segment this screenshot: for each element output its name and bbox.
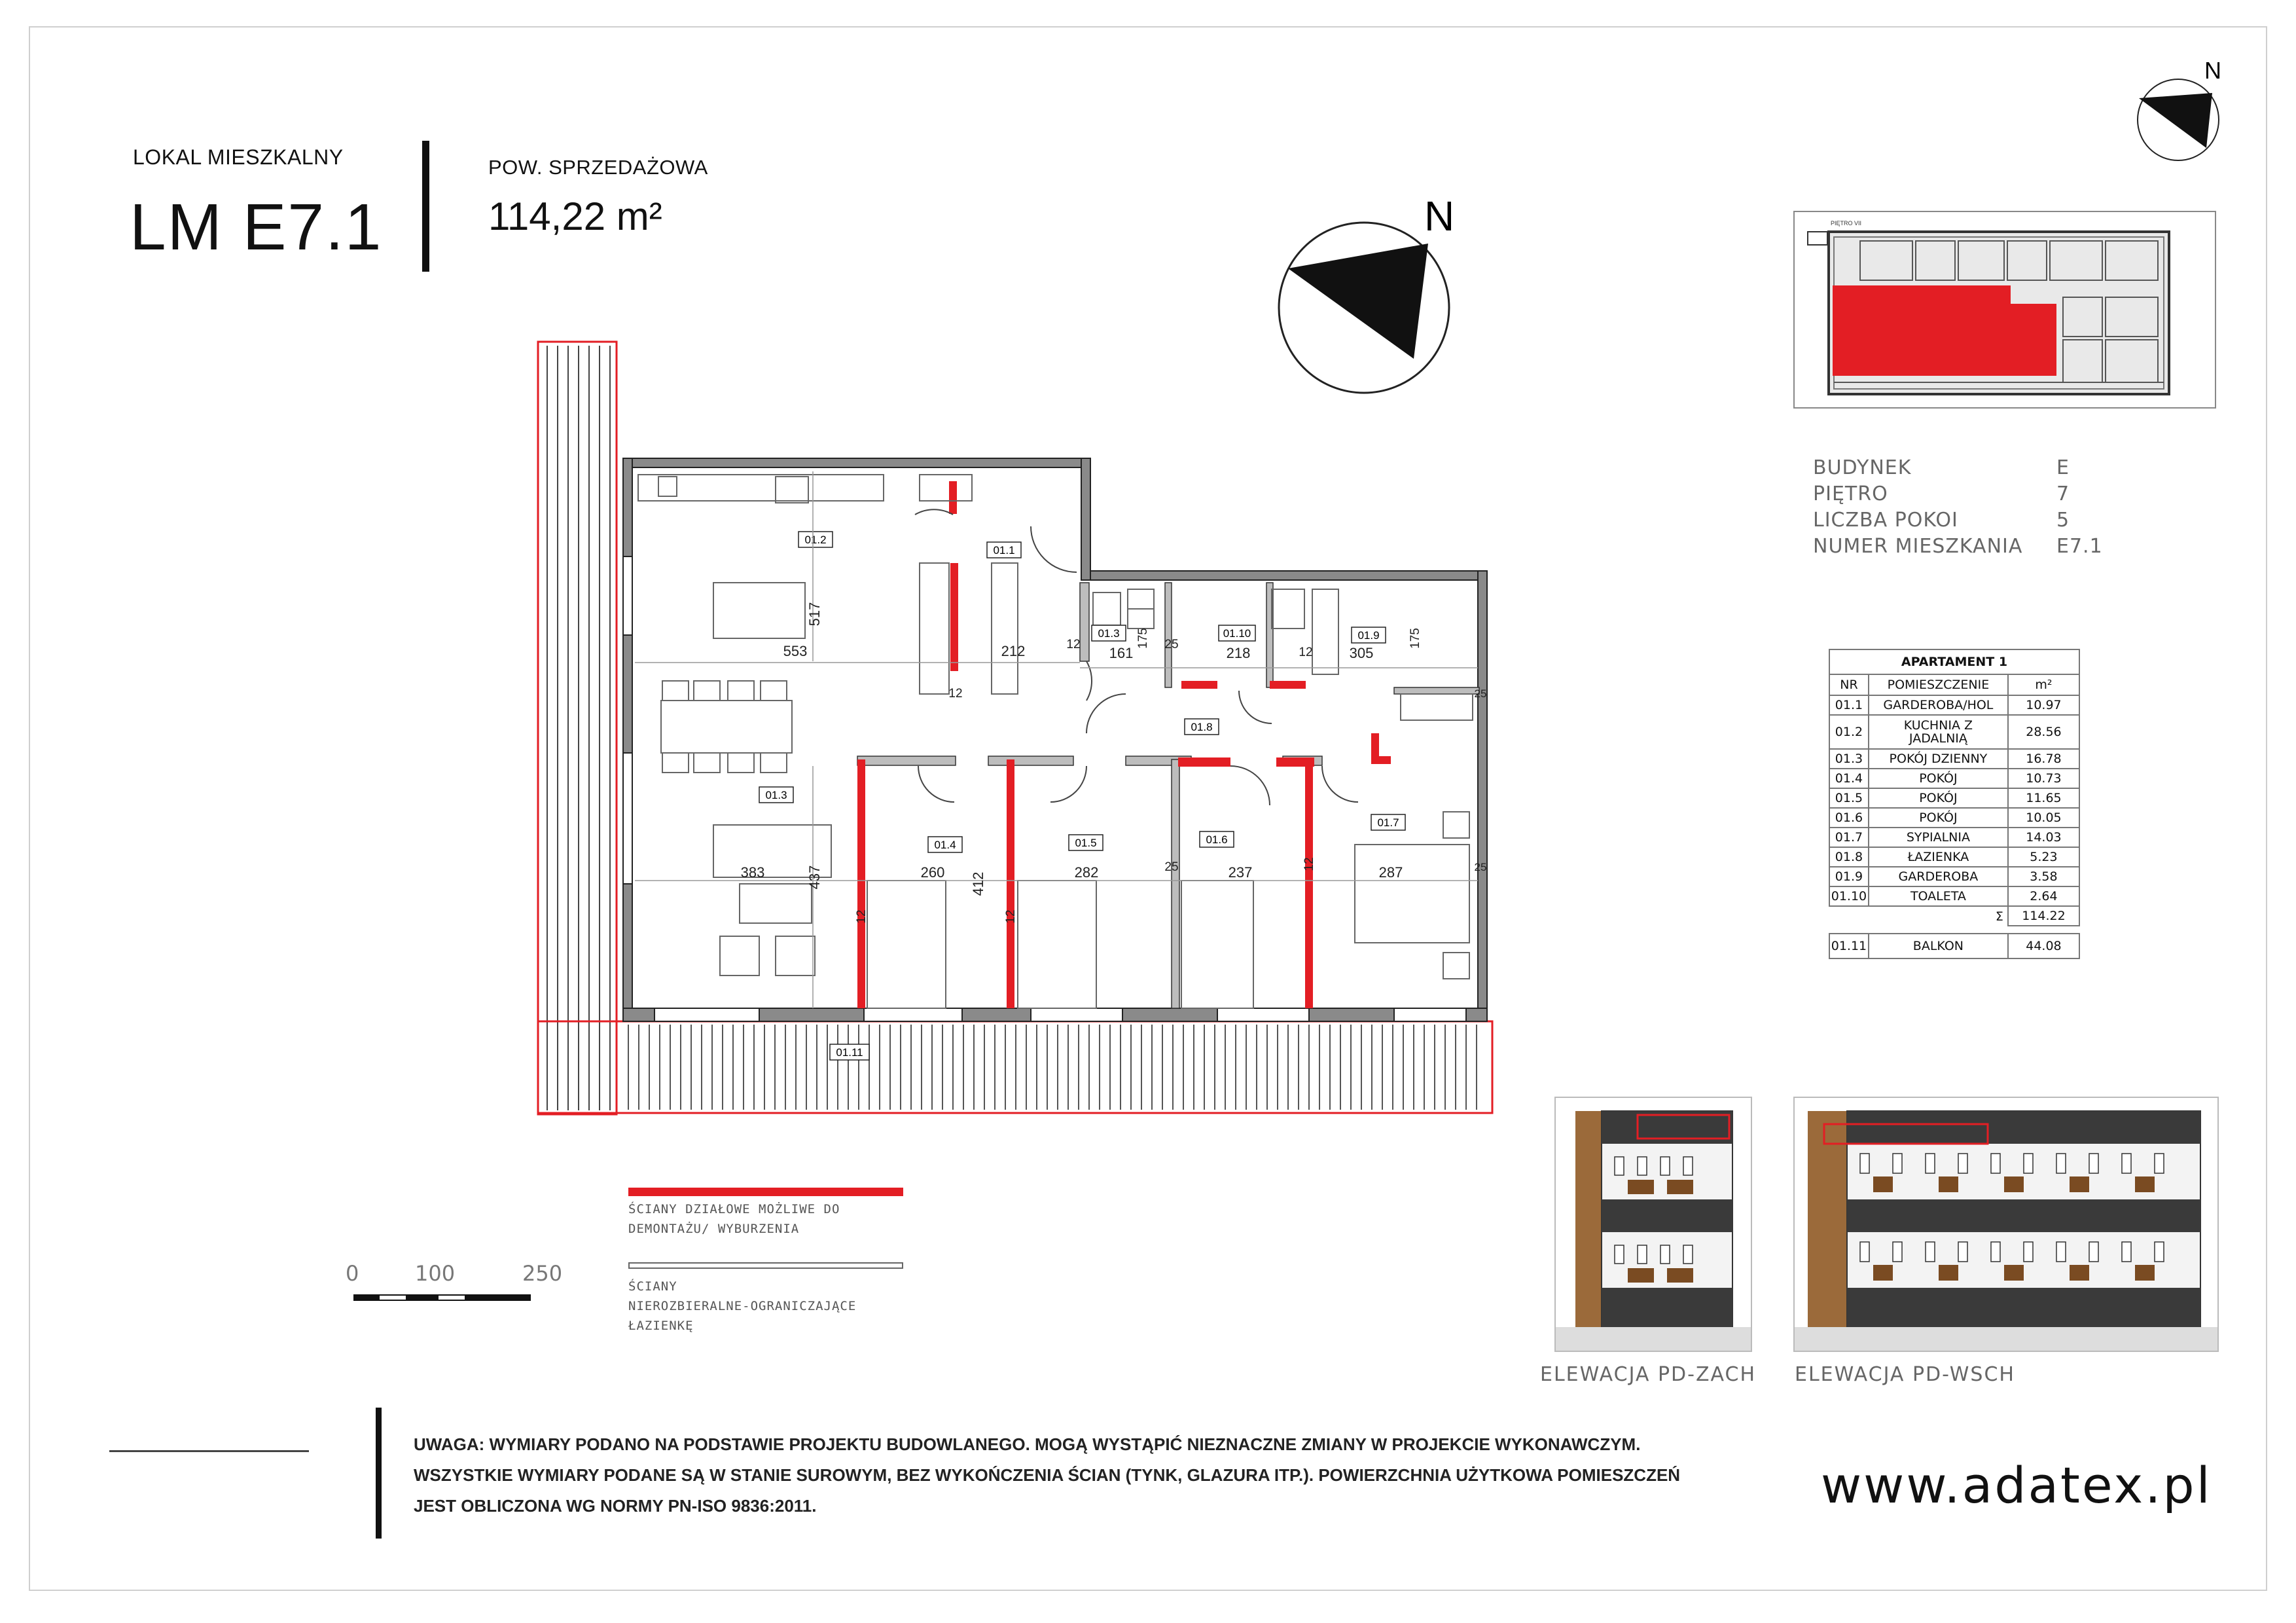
dim-25d: 25	[1474, 861, 1487, 873]
col-header-area: m²	[2008, 674, 2079, 695]
table-row	[1829, 715, 2079, 749]
row-name: GARDEROBA	[1869, 867, 2008, 886]
note-line-1: UWAGA: WYMIARY PODANO NA PODSTAWIE PROJEKTU BUDOWLANEGO. MOGĄ WYSTĄPIĆ NIEZNACZNE ZMIANY W PROJEKCIE WYKONAWCZYM.	[414, 1434, 1641, 1454]
row-nr: 01.10	[1829, 886, 1869, 906]
table-row	[1829, 828, 2079, 847]
key-plan	[1793, 211, 2216, 409]
sum-symbol: Σ	[1995, 909, 2003, 924]
row-name: KUCHNIA Z JADALNIĄ	[1869, 715, 2008, 749]
elevation-right-caption: ELEWACJA PD-WSCH	[1795, 1363, 2015, 1386]
building-info	[1813, 456, 2103, 561]
floor-plan	[524, 334, 1505, 1133]
note-line-2: WSZYSTKIE WYMIARY PODANE SĄ W STANIE SUROWYM, BEZ WYKOŃCZENIA ŚCIAN (TYNK, GLAZURA ITP.). POWIERZCHNIA UŻYTKOWA POMIESZCZEŃ	[414, 1465, 1681, 1485]
legend-white-swatch	[628, 1262, 903, 1269]
balcony-left-strip	[538, 342, 617, 1114]
dim-12e: 12	[1004, 909, 1018, 924]
info-value: 7	[2056, 483, 2070, 505]
info-label: BUDYNEK	[1813, 456, 1912, 479]
info-value: 5	[2056, 509, 2070, 532]
dim-175a: 175	[1136, 628, 1150, 649]
scale-0: 0	[346, 1261, 359, 1286]
dim-282: 282	[1074, 864, 1099, 881]
row-nr: 01.4	[1829, 769, 1869, 788]
legend-red-line-1: ŚCIANY DZIAŁOWE MOŻLIWE DO	[628, 1202, 840, 1216]
legend-white-text	[628, 1277, 856, 1336]
dim-260: 260	[920, 864, 945, 881]
elevation-right-drawing	[1795, 1098, 2219, 1352]
row-name: POKÓJ DZIENNY	[1869, 749, 2008, 769]
demolishable-walls	[857, 481, 1391, 1008]
elevation-right	[1793, 1097, 2219, 1352]
row-area: 10.73	[2008, 769, 2079, 788]
note-line-3: JEST OBLICZONA WG NORMY PN-ISO 9836:2011.	[414, 1496, 817, 1516]
compass-small-icon	[2121, 52, 2238, 170]
row-area: 14.03	[2008, 828, 2079, 847]
row-name: POKÓJ	[1869, 808, 2008, 828]
row-nr: 01.8	[1829, 847, 1869, 867]
scale-100: 100	[415, 1261, 456, 1286]
col-header-nr: NR	[1829, 674, 1869, 695]
row-name: SYPIALNIA	[1869, 828, 2008, 847]
info-label: LICZBA POKOI	[1813, 509, 1958, 532]
table-row-balcony	[1829, 934, 2079, 958]
row-nr: 01.6	[1829, 808, 1869, 828]
row-area: 5.23	[2008, 847, 2079, 867]
row-nr: 01.5	[1829, 788, 1869, 808]
table-row	[1829, 847, 2079, 867]
label-01-6: 01.6	[1206, 833, 1228, 846]
sum-value: 114.22	[2008, 906, 2079, 926]
scale-250: 250	[522, 1261, 563, 1286]
row-nr: 01.3	[1829, 749, 1869, 769]
dim-12b: 12	[948, 687, 963, 701]
row-nr: 01.1	[1829, 695, 1869, 715]
elevation-left-caption: ELEWACJA PD-ZACH	[1540, 1363, 1757, 1386]
room-table-title: APARTAMENT 1	[1829, 649, 2079, 674]
col-header-room: POMIESZCZENIE	[1869, 674, 2008, 695]
header-divider	[422, 141, 429, 272]
legend-white-line-2: NIEROZBIERALNE-OGRANICZAJĄCE	[628, 1299, 857, 1313]
info-label: PIĘTRO	[1813, 483, 1888, 505]
legend-red-line-2: DEMONTAŻU/ WYBURZENIA	[628, 1222, 800, 1236]
row-nr: 01.11	[1829, 934, 1869, 958]
windows	[623, 556, 1466, 1021]
row-name: POKÓJ	[1869, 769, 2008, 788]
row-name: TOALETA	[1869, 886, 2008, 906]
label-01-9: 01.9	[1357, 629, 1380, 642]
legend-white-line-1: ŚCIANY	[628, 1279, 677, 1294]
dim-437: 437	[806, 865, 823, 890]
row-name: POKÓJ	[1869, 788, 2008, 808]
dim-12d: 12	[855, 909, 869, 924]
table-row	[1829, 749, 2079, 769]
info-row-floor	[1813, 483, 2070, 509]
row-area: 44.08	[2008, 934, 2079, 958]
label-01-3b: 01.3	[765, 789, 787, 801]
dim-237: 237	[1228, 864, 1253, 881]
dim-25a: 25	[1164, 638, 1179, 651]
info-row-rooms	[1813, 509, 2070, 535]
legend-red-text	[628, 1199, 840, 1239]
row-area: 2.64	[2008, 886, 2079, 906]
dim-25b: 25	[1474, 687, 1487, 700]
dim-25c: 25	[1164, 860, 1179, 874]
legend-white-line-3: ŁAZIENKĘ	[628, 1319, 694, 1333]
label-01-5: 01.5	[1075, 837, 1097, 849]
row-area: 28.56	[2008, 715, 2079, 749]
row-area: 11.65	[2008, 788, 2079, 808]
legend-red-swatch	[628, 1188, 903, 1196]
row-area: 16.78	[2008, 749, 2079, 769]
row-name: ŁAZIENKA	[1869, 847, 2008, 867]
dim-12c: 12	[1299, 646, 1313, 659]
info-row-apartment-number	[1813, 535, 2103, 561]
table-row	[1829, 788, 2079, 808]
note-divider	[376, 1408, 382, 1539]
key-plan-drawing	[1795, 212, 2216, 409]
info-value: E	[2056, 456, 2070, 479]
table-row	[1829, 867, 2079, 886]
area-label: POW. SPRZEDAŻOWA	[488, 156, 708, 179]
label-01-7: 01.7	[1377, 816, 1399, 829]
table-row	[1829, 769, 2079, 788]
table-row	[1829, 886, 2079, 906]
info-value: E7.1	[2056, 535, 2103, 558]
dim-212: 212	[1001, 643, 1026, 659]
row-area: 3.58	[2008, 867, 2079, 886]
info-row-building	[1813, 456, 2070, 483]
table-row	[1829, 808, 2079, 828]
row-nr: 01.7	[1829, 828, 1869, 847]
dimension-lines	[635, 471, 1478, 1008]
label-01-2: 01.2	[804, 534, 827, 546]
label-01-11: 01.11	[836, 1046, 863, 1059]
row-nr: 01.9	[1829, 867, 1869, 886]
dim-161: 161	[1109, 645, 1134, 661]
dim-383: 383	[740, 864, 765, 881]
label-01-4: 01.4	[934, 839, 956, 851]
north-label-large: N	[1424, 192, 1455, 240]
dim-412: 412	[970, 871, 986, 896]
table-sum-row	[1829, 906, 2079, 926]
balcony-bottom-strip	[538, 1021, 1492, 1113]
elevation-left	[1554, 1097, 1752, 1352]
row-name: GARDEROBA/HOL	[1869, 695, 2008, 715]
website-url: www.adatex.pl	[1821, 1456, 2212, 1514]
scale-bar	[353, 1291, 537, 1311]
dim-305: 305	[1349, 645, 1374, 661]
dim-12a: 12	[1066, 638, 1081, 651]
elevation-left-drawing	[1556, 1098, 1752, 1352]
dim-218: 218	[1226, 645, 1251, 661]
small-dotted-line	[109, 1450, 309, 1452]
room-table	[1829, 649, 2080, 959]
note-block	[414, 1429, 1680, 1522]
unit-code: LM E7.1	[130, 191, 383, 264]
north-label-small: N	[2204, 57, 2221, 84]
label-01-1: 01.1	[993, 544, 1015, 556]
row-area: 10.05	[2008, 808, 2079, 828]
area-value: 114,22 m²	[488, 194, 662, 238]
row-nr: 01.2	[1829, 715, 1869, 749]
key-plan-floor-label: PIĘTRO VII	[1831, 220, 1862, 227]
row-name: BALKON	[1869, 934, 2008, 958]
unit-type-label: LOKAL MIESZKALNY	[133, 145, 344, 169]
dim-12f: 12	[1302, 857, 1316, 871]
dim-287: 287	[1378, 864, 1403, 881]
info-label: NUMER MIESZKANIA	[1813, 535, 2023, 558]
dim-553: 553	[783, 643, 808, 659]
label-01-8: 01.8	[1191, 721, 1213, 733]
dim-517: 517	[806, 602, 823, 627]
label-01-10: 01.10	[1223, 627, 1251, 640]
furniture	[638, 475, 1473, 1008]
dim-175b: 175	[1408, 628, 1422, 649]
table-row	[1829, 695, 2079, 715]
label-01-3a: 01.3	[1098, 627, 1120, 640]
row-area: 10.97	[2008, 695, 2079, 715]
